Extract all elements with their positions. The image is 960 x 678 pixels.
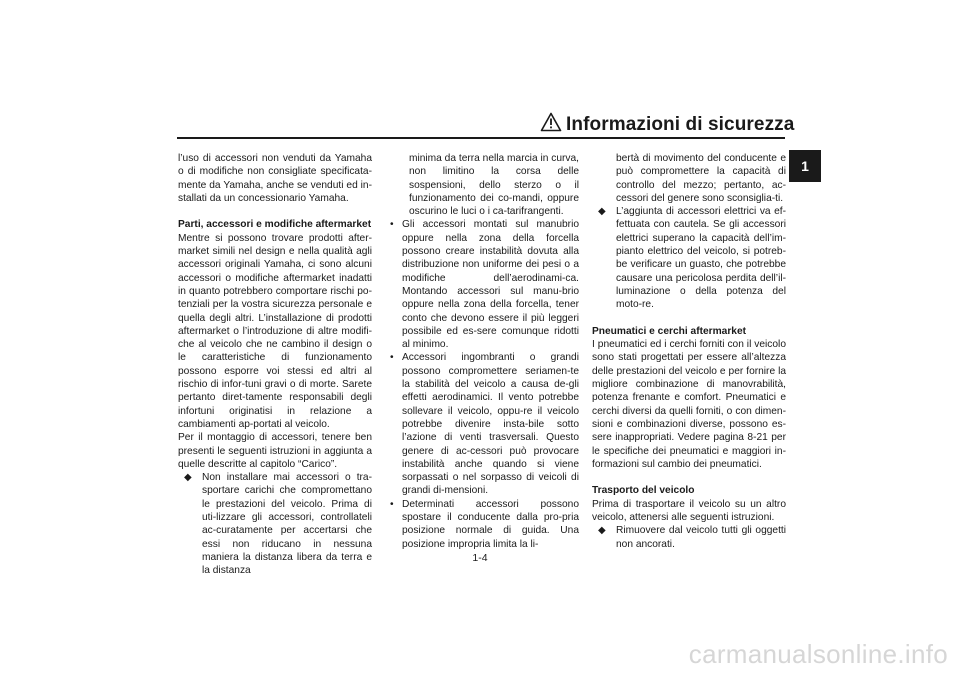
paragraph: Per il montaggio di accessori, tenere ben presenti le seguenti istruzioni in aggiunta a quelle descritte al capitolo “Carico”. bbox=[178, 432, 372, 470]
list-item-text: Rimuovere dal veicolo tutti gli oggetti non ancorati. bbox=[616, 525, 786, 550]
list-item bbox=[592, 205, 786, 311]
text-column-3 bbox=[592, 152, 786, 551]
paragraph: Prima di trasportare il veicolo su un altro veicolo, attenersi alle seguenti istruzioni. bbox=[592, 498, 786, 524]
section-heading-aftermarket: Parti, accessori e modifiche aftermarket bbox=[178, 219, 372, 231]
list-item bbox=[385, 351, 579, 497]
bullet-icon: • bbox=[390, 498, 394, 510]
paragraph: bertà di movimento del conducente e può compromettere la capacità di controllo del mezzo; pertanto, ac-cessori del genere sono sconsiglia-ti. bbox=[616, 153, 786, 204]
chapter-tab: 1 bbox=[789, 150, 821, 182]
diamond-bullet-icon: ◆ bbox=[598, 525, 606, 537]
list-item bbox=[385, 498, 579, 551]
text-column-2 bbox=[385, 152, 579, 551]
bullet-icon: • bbox=[390, 352, 394, 364]
section-heading-tires: Pneumatici e cerchi aftermarket bbox=[592, 325, 747, 337]
diamond-bullet-icon: ◆ bbox=[598, 206, 606, 218]
page-title bbox=[540, 112, 795, 136]
diamond-bullet-icon: ◆ bbox=[184, 472, 192, 484]
paragraph: I pneumatici ed i cerchi forniti con il veicolo sono stati progettati per essere all’altezza delle prestazioni del veicolo e per fornire la migliore combinazione di manovrabilità, potenza frenante e comfort. Pneumatici e cerchi diversi da quelli forniti, o con dimen-sioni e combinazioni diverse, possono es-sere inappropriati. Vedere pagina 8-21 per le specifiche dei pneumatici e maggiori in-formazioni sul cambio dei pneumatici. bbox=[592, 339, 786, 470]
warning-triangle-icon bbox=[540, 112, 562, 132]
page-title-text: Informazioni di sicurezza bbox=[566, 114, 795, 135]
watermark: carmanualsonline.info bbox=[688, 639, 948, 669]
paragraph: Mentre si possono trovare prodotti after-market simili nel design e nella qualità agli accessori originali Yamaha, ci sono alcuni accessori o modifiche aftermarket inadatti in quanto potrebbero comportare rischi po-tenziali per la vostra sicurezza personale e quella degli altri. L’installazione di prodotti aftermarket o l’introduzione di altre modifi-che al veicolo che ne cambino il design o le caratteristiche di funzionamento possono esporre voi stessi ed altri al rischio di infor-tuni gravi o di morte. Sarete pertanto diret-tamente responsabili degli infortuni originatisi in relazione a cambiamenti ap-portati al veicolo. bbox=[178, 232, 372, 430]
list-item bbox=[592, 524, 786, 551]
list-item-text: Determinati accessori possono spostare il conducente dalla pro-pria posizione normale di guida. Una posizione impropria limita la li- bbox=[402, 498, 579, 550]
text-column-1 bbox=[178, 152, 372, 578]
list-item-text: Accessori ingombranti o grandi possono compromettere seriamen-te la stabilità del veicolo a causa de-gli effetti aerodinamici. Il vento potrebbe sollevare il veicolo, oppu-re il veicolo potrebbe divenire insta-bile sotto l’azione di venti trasversali. Questo genere di ac-cessori può provocare instabilità anche quando si viene sorpassati o nel sorpasso di veicoli di grandi di-mensioni. bbox=[402, 352, 579, 497]
section-heading-transport: Trasporto del veicolo bbox=[592, 485, 695, 497]
bullet-icon: • bbox=[390, 219, 394, 231]
list-item-text: Gli accessori montati sul manubrio oppure nella zona della forcella possono creare instabilità dovuta alla distribuzione non uniforme dei pesi o a modifiche dell’aerodinami-ca. Montando accessori sul manu-brio oppure nella zona della forcella, tener conto che devono essere il più leggeri possibile ed es-sere comunque ridotti al minimo. bbox=[402, 219, 579, 351]
paragraph: l’uso di accessori non venduti da Yamaha o di modifiche non consigliate specificata-mente da Yamaha, anche se venduti ed in-stallati da un concessionario Yamaha. bbox=[178, 153, 372, 204]
list-item-text: Non installare mai accessori o tra-sportare carichi che compromettano le prestazioni del veicolo. Prima di uti-lizzare gli accessori, controllateli ac-curatamente per accertarsi che essi non riducano in nessuna maniera la distanza libera da terra e la distanza bbox=[202, 472, 372, 577]
header-rule bbox=[177, 137, 785, 139]
page-number: 1-4 bbox=[472, 552, 488, 564]
list-item-text: L’aggiunta di accessori elettrici va ef-fettuata con cautela. Se gli accessori elettrici superano la capacità dell’im-pianto elettrico del veicolo, si potreb-be verificare un guasto, che potrebbe causare una pericolosa perdita dell’il-luminazione o della potenza del moto-re. bbox=[616, 206, 786, 311]
list-item bbox=[385, 218, 579, 351]
paragraph: minima da terra nella marcia in curva, non limitino la corsa delle sospensioni, dello sterzo o il funzionamento dei co-mandi, oppure oscurino le luci o i ca-tarifrangenti. bbox=[409, 153, 579, 218]
